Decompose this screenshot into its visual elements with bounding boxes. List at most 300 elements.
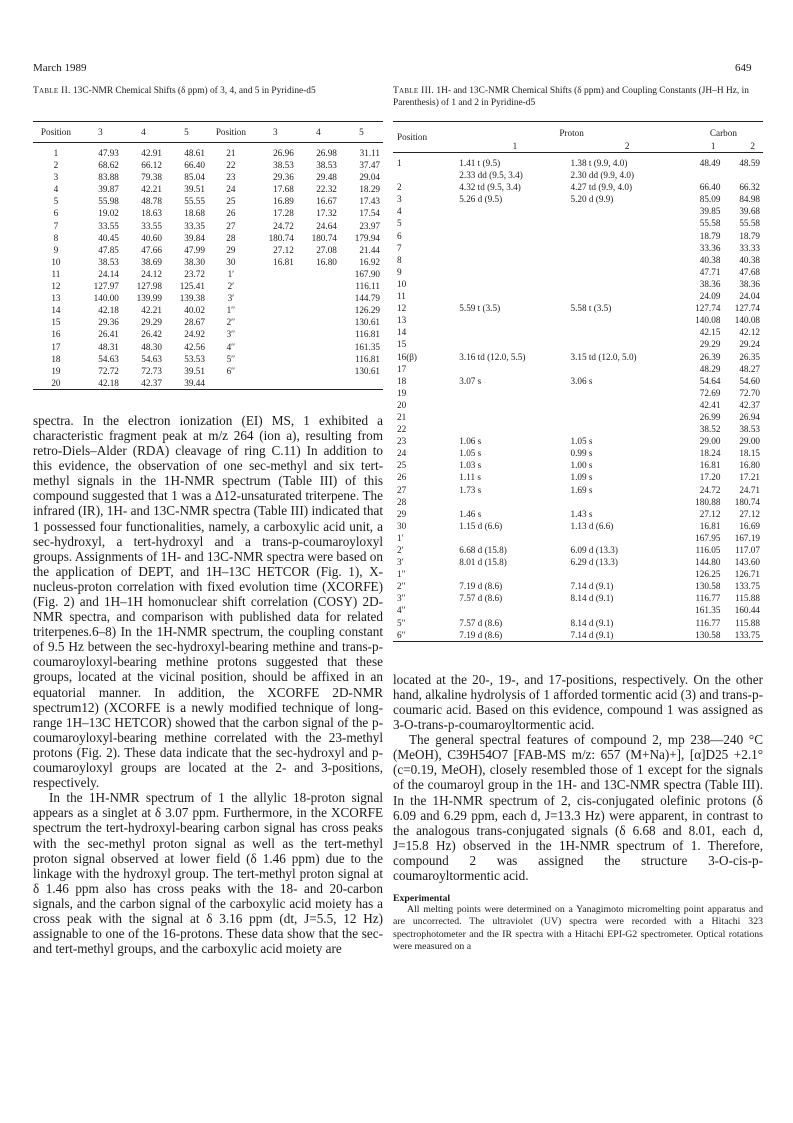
table-row — [393, 411, 763, 423]
table3-cell: 7.14 d (9.1) — [570, 581, 614, 592]
table2-cell — [297, 328, 340, 340]
table2-cell: 1 — [53, 148, 59, 158]
table3-cell: 116.77 — [695, 593, 721, 604]
table3-cell: 47.71 — [699, 266, 721, 277]
table3-cell: 117.07 — [735, 545, 760, 555]
table2-cell — [254, 353, 297, 365]
table3-cell: 161.35 — [695, 605, 721, 616]
table3-cell: 133.75 — [734, 581, 760, 592]
table-row — [393, 217, 763, 229]
table3-cell: 127.74 — [695, 303, 721, 314]
table3-cell: 38.53 — [739, 424, 760, 435]
table2-cell — [254, 280, 297, 292]
table-row — [393, 314, 763, 326]
table2-cell: 13 — [51, 293, 61, 304]
table2-cell: 26.96 — [273, 148, 294, 158]
table3-cell: 17.20 — [699, 472, 721, 483]
table2-cell: 24 — [226, 184, 236, 195]
table3-cell: 38.36 — [699, 278, 721, 289]
table3-cell: 1.00 s — [570, 460, 593, 471]
table2-cell: 7 — [53, 220, 59, 231]
table3-cell: 167.95 — [695, 532, 721, 543]
table3-header-position: Position — [393, 122, 459, 153]
table2-cell: 29.36 — [273, 172, 294, 183]
table3-cell: 8.14 d (9.1) — [570, 593, 614, 604]
table3-cell: 167.19 — [734, 532, 760, 543]
table2-cell: 42.18 — [98, 305, 119, 316]
table2-cell: 116.81 — [355, 329, 380, 340]
table3-cell: 22 — [397, 424, 407, 435]
table2-cell: 127.98 — [136, 281, 162, 292]
table2-cell: 30 — [226, 256, 236, 267]
table3-cell: 15 — [397, 339, 407, 350]
table3-cell: 20 — [397, 399, 407, 410]
table3-cell: 40.38 — [699, 254, 721, 265]
table3-cell: 16.81 — [699, 520, 721, 531]
table3-header-proton-1: 1 — [512, 140, 518, 151]
table3-cell: 144.80 — [695, 557, 721, 568]
table2-cell — [297, 365, 340, 377]
table2-cell: 33.55 — [141, 220, 162, 231]
table3-cell — [571, 314, 684, 326]
table2-cell: 23 — [226, 172, 236, 183]
table3-cell: 4.32 td (9.5, 3.4) — [459, 182, 521, 193]
table2-cell: 48.61 — [184, 148, 205, 158]
table3-cell: 54.60 — [739, 375, 760, 386]
table3-cell: 5 — [397, 218, 402, 229]
table2-cell: 5 — [53, 196, 59, 207]
table2-cell: 38.30 — [184, 256, 205, 267]
table2-cell — [297, 280, 340, 292]
table3-cell: 29.24 — [739, 339, 760, 350]
table2-cell: 16 — [51, 329, 61, 340]
table3-cell: 7.57 d (8.6) — [459, 593, 503, 604]
table-row — [33, 328, 383, 340]
table2-cell: 53.53 — [184, 353, 205, 364]
table3-cell: 26 — [397, 472, 407, 483]
table2-cell — [254, 377, 297, 390]
table2-cell: 85.04 — [184, 172, 205, 183]
table2-cell: 37.47 — [359, 160, 380, 171]
table3-cell: 48.59 — [739, 158, 760, 168]
table3-cell: 66.40 — [699, 182, 721, 193]
table3-cell: 26.35 — [739, 351, 760, 362]
table3-cell: 3 — [397, 194, 402, 205]
table3-cell: 7.57 d (8.6) — [459, 617, 503, 628]
table3-cell: 72.69 — [699, 387, 721, 398]
table3-cell: 27.12 — [699, 508, 721, 519]
table2-cell: 38.53 — [316, 160, 337, 171]
table2-cell: 16.80 — [316, 256, 337, 267]
table3-cell — [571, 496, 684, 508]
table3-cell: 115.88 — [735, 593, 760, 604]
table2-cell: 16.89 — [273, 196, 294, 207]
table2-cell: 48.31 — [98, 341, 119, 352]
table-row — [33, 183, 383, 195]
table2-cell: 39.51 — [184, 184, 205, 195]
table3-cell: 55.58 — [699, 218, 721, 229]
table-row — [393, 205, 763, 217]
table3-cell — [571, 205, 684, 217]
table3-cell: 133.75 — [734, 629, 760, 640]
table3-cell: 85.09 — [699, 194, 721, 205]
table2-cell: 1′ — [227, 268, 235, 279]
table2-cell: 42.21 — [141, 305, 162, 316]
table3-cell: 16(β) — [397, 351, 417, 362]
table3-cell: 5.58 t (3.5) — [570, 303, 612, 314]
table3-cell: 2′′ — [397, 581, 406, 592]
table2-cell: 8 — [53, 232, 59, 243]
table3-cell: 30 — [397, 520, 407, 531]
table3-cell — [459, 532, 570, 544]
table2-cell: 20 — [51, 377, 61, 388]
table3-cell: 5.20 d (9.9) — [570, 194, 614, 205]
table3-cell: 42.37 — [739, 399, 760, 410]
table-row — [33, 292, 383, 304]
table3-header-carbon-2: 2 — [750, 140, 755, 151]
table3-cell: 1.06 s — [459, 436, 482, 447]
table3-cell: 1.09 s — [570, 472, 593, 483]
table3-cell: 127.74 — [734, 303, 760, 314]
table2-cell: 3′′ — [226, 329, 236, 340]
table3-cell: 47.68 — [739, 266, 760, 277]
table3-cell: 11 — [397, 291, 406, 302]
table3-cell: 1.11 s — [459, 472, 481, 483]
table-row — [33, 171, 383, 183]
table2-cell: 48.78 — [141, 196, 162, 207]
left-paragraph-1: spectra. In the electron ionization (EI) MS, 1 exhibited a characteristic fragment peak at m/z 264 (ion a), resulting from retro-Diels–Alder (RDA) cleavage of ring C.11) In addition to this evidence, the observation of one sec-methyl and six tert-methyl signals in the 1H-NMR spectrum (Table III) of this compound suggested that 1 was a Δ12-unsaturated triterpene. The infrared (IR), 1H- and 13C-NMR spectra (Table III) indicated that 1 possessed four functionalities, namely, a carboxylic acid unit, a sec-hydroxyl, a tert-hydroxyl and a trans-p-coumaroyloxyl groups. Assignments of 1H- and 13C-NMR spectra were based on the application of DEPT, and 1H–13C HETCOR (Fig. 1), X-nucleus-proton correlation with fixed evolution time (XCORFE) (Fig. 2) and 1H–1H homonuclear shift correlation (COSY) 2D-NMR spectra, and comparison with published data for related triterpenes.6–8) In the 1H-NMR spectrum, the coupling constant of 9.5 Hz between the sec-hydroxyl-bearing methine and trans-p-coumaroyloxyl-bearing methine protons suggested that these groups, located at the vicinal position, should be affixed in an equatorial manner. In addition, the XCORFE 2D-NMR spectrum12) (XCORFE is a newly modified technique of long-range 1H–13C HETCOR) showed that the carbon signal of the p-coumaroyloxyl-bearing methine correlated with the 23-methyl protons (Fig. 2). These data indicate that the sec-hydroxyl and p-coumaroyloxyl groups are located at the 2- and 3-positions, respectively. — [33, 412, 383, 791]
table3-cell: 8.01 d (15.8) — [459, 557, 507, 568]
table3-cell: 143.60 — [734, 557, 760, 568]
table3-cell: 40.38 — [739, 254, 760, 265]
table2-cell: 33.35 — [184, 220, 205, 231]
table3-cell — [459, 254, 570, 266]
table2-cell: 4′′ — [226, 341, 236, 352]
table2-cell: 17.54 — [359, 208, 380, 219]
table2 — [33, 121, 383, 390]
table2-cell: 144.79 — [354, 293, 380, 304]
table3-caption — [393, 85, 763, 121]
table3-cell: 18.15 — [739, 448, 760, 459]
table3-cell — [459, 290, 570, 302]
table3-cell: 3.16 td (12.0, 5.5) — [459, 351, 526, 362]
table3-cell: 5.59 t (3.5) — [459, 303, 501, 314]
table3-cell: 29 — [397, 508, 407, 519]
table2-cell: 39.84 — [184, 232, 205, 243]
table-row — [393, 375, 763, 387]
table2-cell: 17.32 — [316, 208, 337, 219]
table3-cell — [393, 169, 459, 181]
table3-cell: 39.85 — [699, 206, 721, 217]
table3-cell — [459, 399, 570, 411]
table3-cell: 2.33 dd (9.5, 3.4) — [459, 170, 523, 181]
table3-cell: 1.41 t (9.5) — [459, 158, 501, 168]
left-column — [33, 85, 383, 956]
table-row — [393, 302, 763, 314]
table3-cell: 6 — [397, 230, 402, 241]
table3-cell: 42.41 — [699, 399, 721, 410]
table3-cell: 6.29 d (13.3) — [570, 557, 618, 568]
table2-cell: 14 — [51, 305, 61, 316]
table-row — [393, 326, 763, 338]
table2-cell: 16.67 — [316, 196, 337, 207]
table2-cell: 22.32 — [316, 184, 337, 195]
left-body-text — [33, 413, 383, 956]
table2-cell: 29.48 — [316, 172, 337, 183]
table-row — [33, 353, 383, 365]
table2-cell: 42.56 — [184, 341, 205, 352]
table3-cell: 1.46 s — [459, 508, 482, 519]
table3-cell: 18.79 — [739, 230, 760, 241]
table3-cell: 24.71 — [739, 484, 760, 495]
table-row — [393, 363, 763, 375]
table-row — [393, 604, 763, 616]
table2-cell — [254, 268, 297, 280]
table-row — [393, 153, 763, 170]
table-row — [393, 169, 763, 181]
table2-cell: 29 — [226, 244, 236, 255]
table2-cell: 161.35 — [354, 341, 380, 352]
table2-cell: 27.12 — [273, 244, 294, 255]
table-row — [33, 143, 383, 160]
table3-cell: 16.69 — [739, 520, 760, 531]
table3-cell: 23 — [397, 436, 407, 447]
table3-cell: 26.99 — [699, 411, 721, 422]
table2-cell: 29.29 — [141, 317, 162, 328]
table-row — [393, 266, 763, 278]
table3-cell — [571, 242, 684, 254]
table2-cell: 28 — [226, 232, 236, 243]
table-row — [393, 532, 763, 544]
table3-cell: 29.29 — [699, 339, 721, 350]
table2-cell: 24.64 — [316, 220, 337, 231]
table2-cell: 17.43 — [359, 196, 380, 207]
table3-cell — [459, 314, 570, 326]
table3-cell: 66.32 — [739, 182, 760, 193]
table-row — [393, 387, 763, 399]
table2-cell: 26 — [226, 208, 236, 219]
table2-cell: 48.30 — [141, 341, 162, 352]
table3-cell: 33.33 — [739, 242, 760, 253]
table2-cell — [340, 377, 383, 390]
table3-cell: 5.26 d (9.5) — [459, 194, 503, 205]
table2-cell — [297, 268, 340, 280]
table-row — [393, 399, 763, 411]
table-row — [33, 207, 383, 219]
table2-cell: 139.38 — [179, 293, 205, 304]
table-row — [33, 365, 383, 377]
table2-cell: 6′′ — [226, 365, 236, 376]
table2-cell: 47.93 — [98, 148, 119, 158]
table2-cell: 18 — [51, 353, 61, 364]
table2-cell: 2 — [53, 160, 59, 171]
table2-cell — [254, 341, 297, 353]
table2-cell: 167.90 — [354, 268, 380, 279]
table3-cell: 4′′ — [397, 605, 406, 616]
table2-cell: 2′′ — [226, 317, 236, 328]
left-paragraph-2: In the 1H-NMR spectrum of 1 the allylic 18-proton signal appears as a singlet at δ 3.07 ppm. Furthermore, in the XCORFE spectrum the tert-hydroxyl-bearing carbon signal has cross peaks with the sec-methyl proton signal as well as the tert-methyl proton signal observed at lower field (δ 1.46 ppm) due to the linkage with the hydroxyl group. The tert-methyl proton signal at δ 1.46 ppm also has cross peaks with the 18- and 20-carbon signals, and the carbon signal of the carboxylic acid moiety has a cross peak with the signal at δ 3.16 ppm (dt, J=5.5, 12 Hz) assignable to one of the 16-protons. These data show that the sec- and tert-methyl groups, and the carboxylic acid moiety are — [33, 790, 383, 957]
table2-cell: 2′ — [227, 281, 235, 292]
table2-cell — [297, 292, 340, 304]
table3-cell: 42.15 — [699, 327, 721, 338]
table-row — [33, 220, 383, 232]
table3-cell: 126.71 — [734, 569, 760, 580]
table2-header-cell: 5 — [340, 122, 383, 143]
table-row — [393, 193, 763, 205]
table3-cell: 48.27 — [739, 363, 760, 374]
table-row — [393, 484, 763, 496]
table3-cell: 19 — [397, 387, 407, 398]
table2-cell: 29.04 — [359, 172, 380, 183]
table3-cell: 7 — [397, 242, 402, 253]
table3-cell — [571, 411, 684, 423]
table2-cell: 28.67 — [184, 317, 205, 328]
table-row — [393, 230, 763, 242]
table3-cell: 29.00 — [699, 436, 721, 447]
table3-cell: 0.99 s — [570, 448, 593, 459]
table3-cell — [459, 363, 570, 375]
table2-cell: 130.61 — [354, 365, 380, 376]
table3-cell: 3′ — [397, 557, 404, 568]
table3-cell: 3′′ — [397, 593, 406, 604]
table2-cell — [254, 292, 297, 304]
experimental-heading: Experimental — [393, 893, 451, 905]
table2-cell: 25 — [226, 196, 236, 207]
table2-cell: 4 — [53, 184, 59, 195]
table2-cell: 54.63 — [98, 353, 119, 364]
table2-cell: 139.99 — [136, 293, 162, 304]
table2-cell: 125.41 — [179, 281, 205, 292]
table-row — [33, 377, 383, 390]
table2-cell: 66.12 — [141, 160, 162, 171]
experimental-text: All melting points were determined on a Yanagimoto micromelting point apparatus and are uncorrected. The ultraviolet (UV) spectra were recorded with a Hitachi 323 spectrophotometer and the IR spectra with a Hitachi EPI-G2 spectrometer. Optical rotations were measured on a — [393, 904, 763, 952]
table-row — [393, 471, 763, 483]
table3-cell — [571, 230, 684, 242]
table-row — [393, 544, 763, 556]
table2-cell — [254, 316, 297, 328]
table3-cell: 13 — [397, 315, 407, 326]
table-row — [393, 580, 763, 592]
table3-cell — [571, 399, 684, 411]
table2-cell: 6 — [53, 208, 59, 219]
table3-cell: 160.44 — [734, 605, 760, 616]
table3-cell: 7.19 d (8.6) — [459, 581, 503, 592]
table-row — [33, 159, 383, 171]
table2-header-cell: 4 — [122, 122, 165, 143]
table3-cell — [571, 338, 684, 350]
table3-cell: 116.77 — [695, 617, 721, 628]
table3-cell: 116.05 — [695, 545, 721, 555]
table3-cell — [571, 217, 684, 229]
table2-cell: 39.87 — [98, 184, 119, 195]
table3-cell: 24.09 — [699, 291, 721, 302]
table-row — [393, 520, 763, 532]
table-row — [393, 496, 763, 508]
table2-cell: 54.63 — [141, 353, 162, 364]
table3-cell: 16.80 — [739, 460, 760, 471]
table-row — [393, 508, 763, 520]
table3-cell: 126.25 — [695, 569, 721, 580]
table3-cell: 5′′ — [397, 617, 406, 628]
table2-cell: 22 — [226, 160, 236, 171]
table-row — [393, 459, 763, 471]
table-row — [393, 592, 763, 604]
table3-cell — [571, 363, 684, 375]
table3-cell: 1.15 d (6.6) — [459, 520, 503, 531]
table2-cell: 23.72 — [184, 268, 205, 279]
table3-cell: 180.88 — [695, 496, 721, 507]
table3-cell: 54.64 — [699, 375, 721, 386]
table2-header-cell: 3 — [79, 122, 122, 143]
table2-cell: 72.72 — [98, 365, 119, 376]
table3-cell: 1.69 s — [570, 484, 593, 495]
table3-cell: 14 — [397, 327, 407, 338]
table3-cell: 24.72 — [699, 484, 721, 495]
table3-cell: 140.08 — [695, 315, 721, 326]
table3-cell — [571, 326, 684, 338]
table3-header-carbon-1: 1 — [710, 140, 716, 151]
table2-header-cell: 5 — [165, 122, 208, 143]
table3 — [393, 121, 763, 642]
table3-cell: 1.05 s — [459, 448, 482, 459]
table3-cell — [571, 423, 684, 435]
table2-cell: 116.81 — [355, 353, 380, 364]
table-row — [33, 316, 383, 328]
table3-cell: 42.12 — [739, 327, 760, 338]
table3-cell: 6′′ — [397, 629, 406, 640]
table3-cell: 21 — [397, 411, 407, 422]
table2-cell: 83.88 — [98, 172, 119, 183]
table2-cell: 26.98 — [316, 148, 337, 158]
table3-cell — [571, 254, 684, 266]
table2-cell: 55.55 — [184, 196, 205, 207]
table3-cell: 1.05 s — [570, 436, 593, 447]
table3-cell: 1.43 s — [570, 508, 593, 519]
table3-cell: 115.88 — [735, 617, 760, 628]
table2-cell: 179.94 — [354, 232, 380, 243]
table3-cell — [459, 242, 570, 254]
table2-cell — [254, 365, 297, 377]
table3-cell: 10 — [397, 278, 407, 289]
table2-cell: 40.60 — [141, 232, 162, 243]
table3-cell: 26.94 — [739, 411, 760, 422]
table3-cell: 27.12 — [739, 508, 760, 519]
table2-cell: 26.41 — [98, 329, 119, 340]
table-row — [393, 254, 763, 266]
table2-cell: 18.68 — [184, 208, 205, 219]
table-row — [33, 232, 383, 244]
table2-cell: 24.14 — [98, 268, 119, 279]
table-row — [393, 278, 763, 290]
table3-cell: 33.36 — [699, 242, 721, 253]
table3-cell — [459, 338, 570, 350]
table2-cell: 26.42 — [141, 329, 162, 340]
table3-cell — [684, 169, 724, 181]
table3-cell: 1 — [397, 158, 402, 168]
table2-cell: 9 — [53, 244, 59, 255]
table2-cell: 27.08 — [316, 244, 337, 255]
table2-cell: 47.85 — [98, 244, 119, 255]
table3-cell — [459, 411, 570, 423]
table2-cell: 29.36 — [98, 317, 119, 328]
table3-cell — [459, 230, 570, 242]
table2-cell: 19.02 — [98, 208, 119, 219]
table3-cell: 12 — [397, 303, 407, 314]
table2-header-cell: 3 — [254, 122, 297, 143]
right-body-text — [393, 672, 763, 883]
table2-cell: 72.73 — [141, 365, 162, 376]
table3-cell: 18 — [397, 375, 407, 386]
